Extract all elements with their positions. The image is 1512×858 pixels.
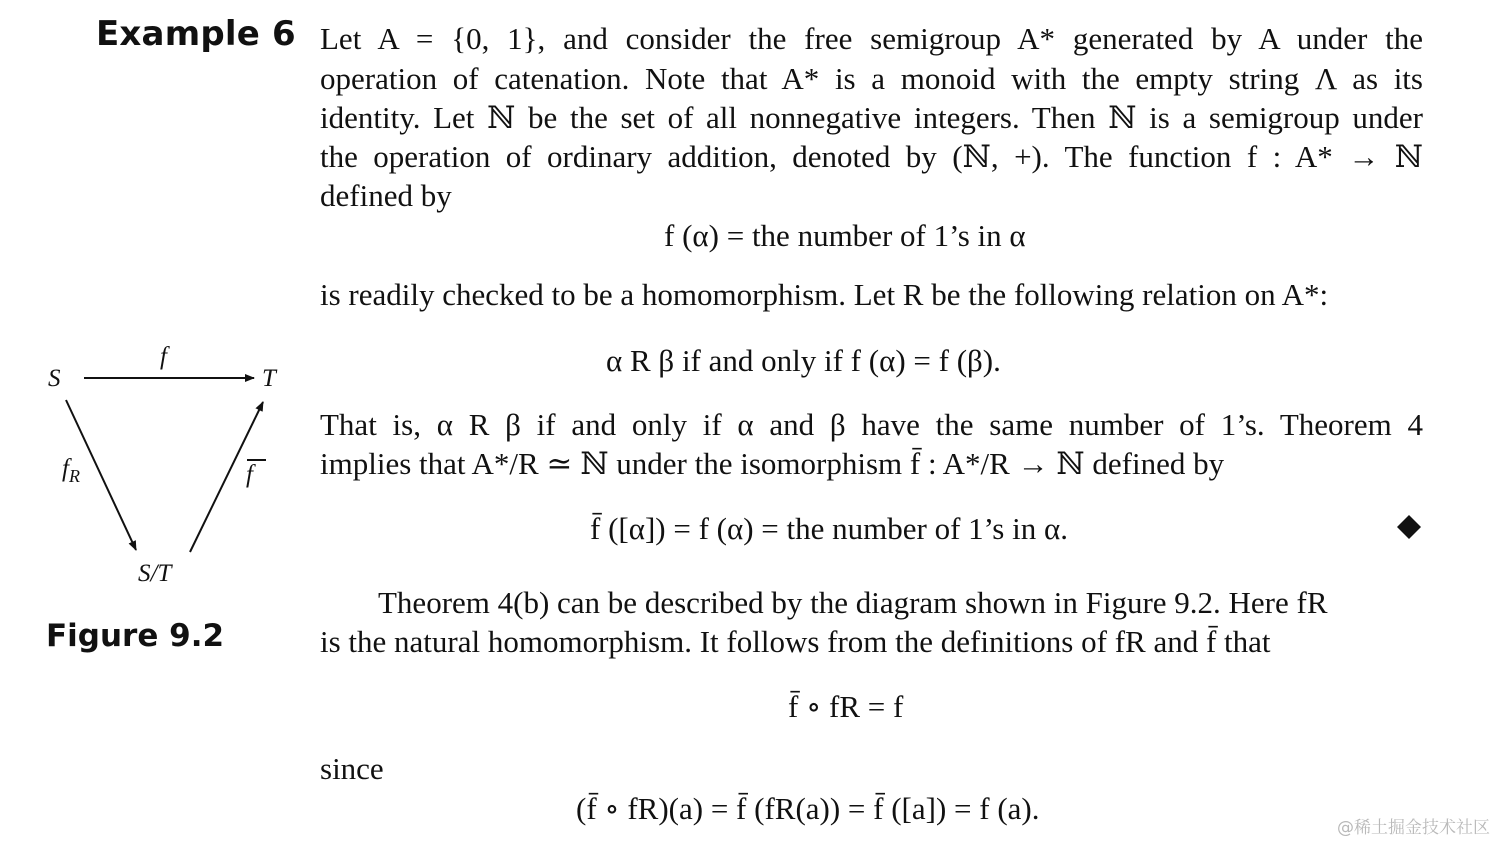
paragraph4-line1: Theorem 4(b) can be described by the diagram shown in Figure 9.2. Here fR	[378, 585, 1328, 620]
node-s: S	[48, 365, 61, 392]
equation-composition: f̄ ∘ fR = f	[788, 689, 904, 724]
watermark: @稀土掘金技术社区	[1337, 818, 1490, 838]
paragraph2-line1: is readily checked to be a homomorphism. Let R be the following relation on A*:	[320, 277, 1329, 312]
equation-composition-proof: (f̄ ∘ fR)(a) = f̄ (fR(a)) = f̄ ([a]) = f (a).	[576, 791, 1040, 826]
paragraph5-line1: since	[320, 751, 384, 786]
paragraph3-line2: implies that A*/R ≃ ℕ under the isomorphism f̄ : A*/R → ℕ defined by	[320, 446, 1225, 481]
equation-relation-r: α R β if and only if f (α) = f (β).	[606, 343, 1001, 378]
node-quotient: S/T	[138, 560, 172, 587]
commutative-diagram	[0, 330, 310, 600]
equation-f-alpha: f (α) = the number of 1’s in α	[664, 218, 1026, 253]
paragraph1-line3: identity. Let ℕ be the set of all nonnegative integers. Then ℕ is a semigroup under	[320, 100, 1423, 135]
arrow-f-bar-label: f	[246, 461, 253, 488]
arrow-f-label: f	[160, 343, 167, 370]
figure-label: Figure 9.2	[46, 618, 225, 654]
paragraph1-line4: the operation of ordinary addition, denoted by (ℕ, +). The function f : A* → ℕ	[320, 139, 1423, 174]
node-t: T	[262, 365, 276, 392]
example-label: Example 6	[96, 14, 296, 54]
paragraph1-line2: operation of catenation. Note that A* is a monoid with the empty string Λ as its	[320, 61, 1423, 96]
paragraph4-line2: is the natural homomorphism. It follows from the definitions of fR and f̄ that	[320, 624, 1271, 659]
arrow-f-r-label: $f_R$	[62, 455, 80, 486]
paragraph1-line5: defined by	[320, 178, 452, 213]
paragraph1-line1: Let A = {0, 1}, and consider the free semigroup A* generated by A under the	[320, 21, 1423, 56]
end-of-example-diamond-icon	[1396, 514, 1422, 540]
equation-isomorphism: f̄ ([α]) = f (α) = the number of 1’s in α.	[590, 511, 1068, 546]
paragraph3-line1: That is, α R β if and only if α and β have the same number of 1’s. Theorem 4	[320, 407, 1423, 442]
